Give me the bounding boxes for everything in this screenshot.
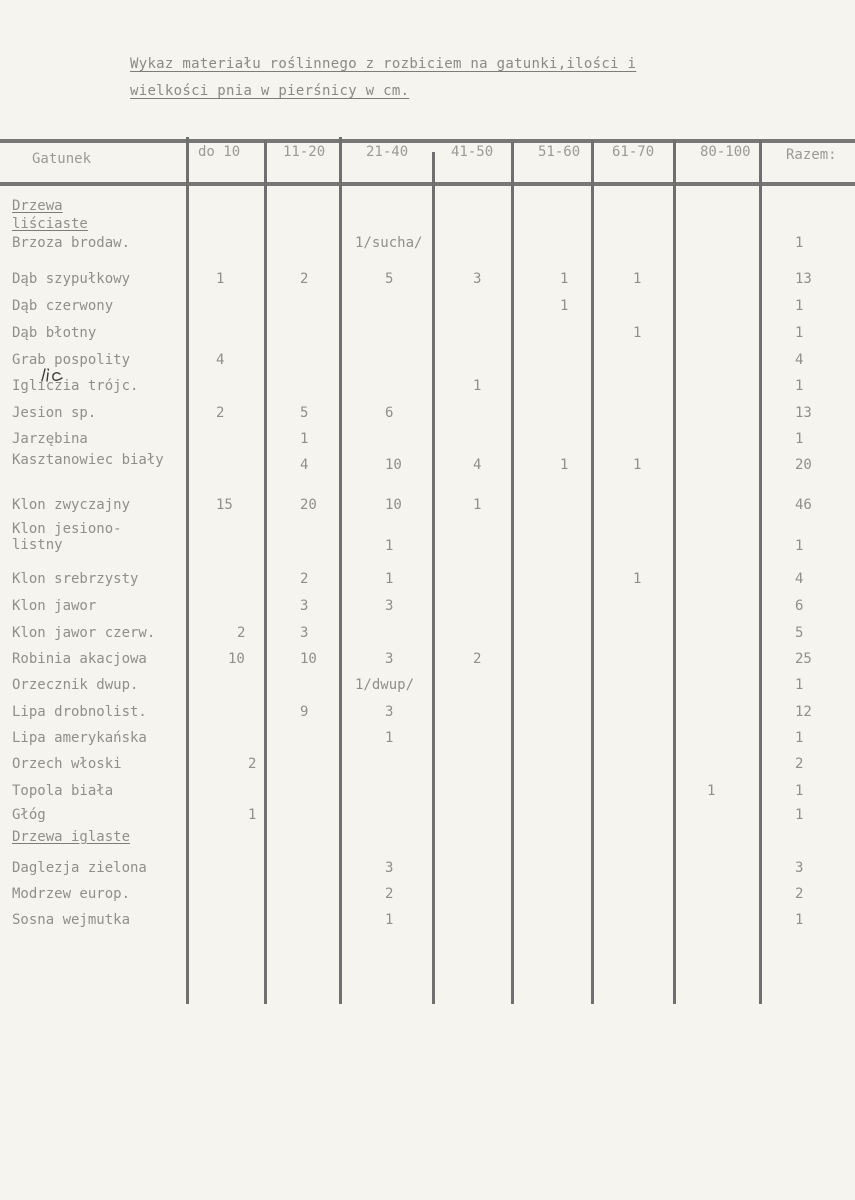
total-cell: 46 (795, 497, 812, 513)
total-cell: 13 (795, 405, 812, 421)
column-divider (264, 140, 267, 1004)
total-cell: 1 (795, 431, 804, 447)
total-cell: 12 (795, 704, 812, 720)
species-name: Sosna wejmutka (12, 912, 131, 928)
species-name: Daglezja zielona (12, 860, 147, 876)
total-cell: 25 (795, 651, 812, 667)
header-species: Gatunek (32, 151, 92, 167)
species-name: Dąb czerwony (12, 298, 114, 314)
species-name: Brzoza brodaw. (12, 235, 131, 251)
count-cell: 3 (385, 704, 394, 720)
count-cell: 1 (248, 807, 257, 823)
count-cell: 1 (560, 298, 569, 314)
total-cell: 4 (795, 352, 804, 368)
count-cell: 1 (633, 571, 642, 587)
table-header-rule (0, 182, 855, 186)
species-name: Głóg (12, 807, 46, 823)
species-name: Lipa amerykańska (12, 730, 147, 746)
count-cell: 15 (216, 497, 233, 513)
count-cell: 1 (473, 378, 482, 394)
species-name: Orzech włoski (12, 756, 122, 772)
count-cell: 1 (560, 457, 569, 473)
count-cell: 4 (473, 457, 482, 473)
count-cell: 1 (216, 271, 225, 287)
column-divider (339, 137, 342, 1004)
count-cell: 2 (300, 271, 309, 287)
count-cell: 5 (385, 271, 394, 287)
count-cell: 1/dwup/ (355, 677, 415, 693)
header-col-7: 80-100 (700, 144, 751, 160)
count-cell: 20 (300, 497, 317, 513)
header-col-4: 41-50 (451, 144, 494, 160)
total-cell: 1 (795, 378, 804, 394)
column-divider (432, 152, 435, 1004)
count-cell: 3 (473, 271, 482, 287)
total-cell: 1 (795, 783, 804, 799)
table-top-rule (0, 139, 855, 143)
column-divider (511, 142, 514, 1004)
species-name: Dąb błotny (12, 325, 97, 341)
total-cell: 1 (795, 730, 804, 746)
header-col-1: do 10 (198, 144, 241, 160)
column-divider (186, 137, 189, 1004)
count-cell: 3 (300, 625, 309, 641)
document-title-line-1: Wykaz materiału roślinnego z rozbiciem na gatunki,ilości i (130, 56, 637, 72)
count-cell: 6 (385, 405, 394, 421)
count-cell: 10 (300, 651, 317, 667)
total-cell: 1 (795, 677, 804, 693)
species-name: Klon jawor (12, 598, 97, 614)
section-coniferous: Drzewa iglaste (12, 829, 131, 845)
species-name: Topola biała (12, 783, 114, 799)
count-cell: 2 (237, 625, 246, 641)
count-cell: 1 (385, 538, 394, 554)
species-name: Modrzew europ. (12, 886, 131, 902)
section-deciduous-label: Drzewa liściaste (12, 198, 88, 232)
count-cell: 5 (300, 405, 309, 421)
total-cell: 4 (795, 571, 804, 587)
count-cell: 3 (385, 860, 394, 876)
count-cell: 1 (633, 325, 642, 341)
count-cell: 1 (385, 912, 394, 928)
count-cell: 1 (473, 497, 482, 513)
count-cell: 10 (385, 497, 402, 513)
count-cell: 1 (385, 730, 394, 746)
species-name: Grab pospolity (12, 352, 131, 368)
count-cell: 1 (385, 571, 394, 587)
total-cell: 1 (795, 538, 804, 554)
species-name: Kasztanowiec biały (12, 452, 164, 468)
header-col-3: 21-40 (366, 144, 409, 160)
header-col-5: 51-60 (538, 144, 581, 160)
species-name: Lipa drobnolist. (12, 704, 147, 720)
count-cell: 1/sucha/ (355, 235, 423, 251)
species-name: Klon zwyczajny (12, 497, 131, 513)
total-cell: 1 (795, 298, 804, 314)
total-cell: 1 (795, 807, 804, 823)
species-name: Dąb szypułkowy (12, 271, 131, 287)
count-cell: 3 (300, 598, 309, 614)
count-cell: 1 (633, 457, 642, 473)
count-cell: 9 (300, 704, 309, 720)
header-col-6: 61-70 (612, 144, 655, 160)
section-deciduous (12, 197, 132, 233)
total-cell: 3 (795, 860, 804, 876)
species-name: Robinia akacjowa (12, 651, 147, 667)
column-divider (673, 140, 676, 1004)
count-cell: 2 (385, 886, 394, 902)
total-cell: 2 (795, 886, 804, 902)
total-cell: 1 (795, 325, 804, 341)
count-cell: 1 (633, 271, 642, 287)
count-cell: 3 (385, 651, 394, 667)
count-cell: 4 (300, 457, 309, 473)
total-cell: 6 (795, 598, 804, 614)
species-name: Klon jesiono-listny (12, 521, 122, 553)
total-cell: 13 (795, 271, 812, 287)
count-cell: 1 (560, 271, 569, 287)
species-name: Igliczia trójc. (12, 378, 139, 394)
count-cell: 2 (216, 405, 225, 421)
count-cell: 3 (385, 598, 394, 614)
species-name: Jesion sp. (12, 405, 97, 421)
total-cell: 1 (795, 235, 804, 251)
species-name: Klon srebrzysty (12, 571, 139, 587)
header-col-2: 11-20 (283, 144, 326, 160)
count-cell: 2 (473, 651, 482, 667)
species-name: Orzecznik dwup. (12, 677, 139, 693)
count-cell: 10 (385, 457, 402, 473)
species-name: Jarzębina (12, 431, 88, 447)
total-cell: 20 (795, 457, 812, 473)
count-cell: 2 (248, 756, 257, 772)
document-title-line-2: wielkości pnia w pierśnicy w cm. (130, 83, 410, 99)
species-name: Klon jawor czerw. (12, 625, 156, 641)
count-cell: 1 (707, 783, 716, 799)
total-cell: 2 (795, 756, 804, 772)
count-cell: 1 (300, 431, 309, 447)
total-cell: 5 (795, 625, 804, 641)
column-divider (759, 140, 762, 1004)
count-cell: 10 (228, 651, 245, 667)
header-col-total: Razem: (786, 147, 837, 163)
column-divider (591, 140, 594, 1004)
count-cell: 4 (216, 352, 225, 368)
count-cell: 2 (300, 571, 309, 587)
total-cell: 1 (795, 912, 804, 928)
